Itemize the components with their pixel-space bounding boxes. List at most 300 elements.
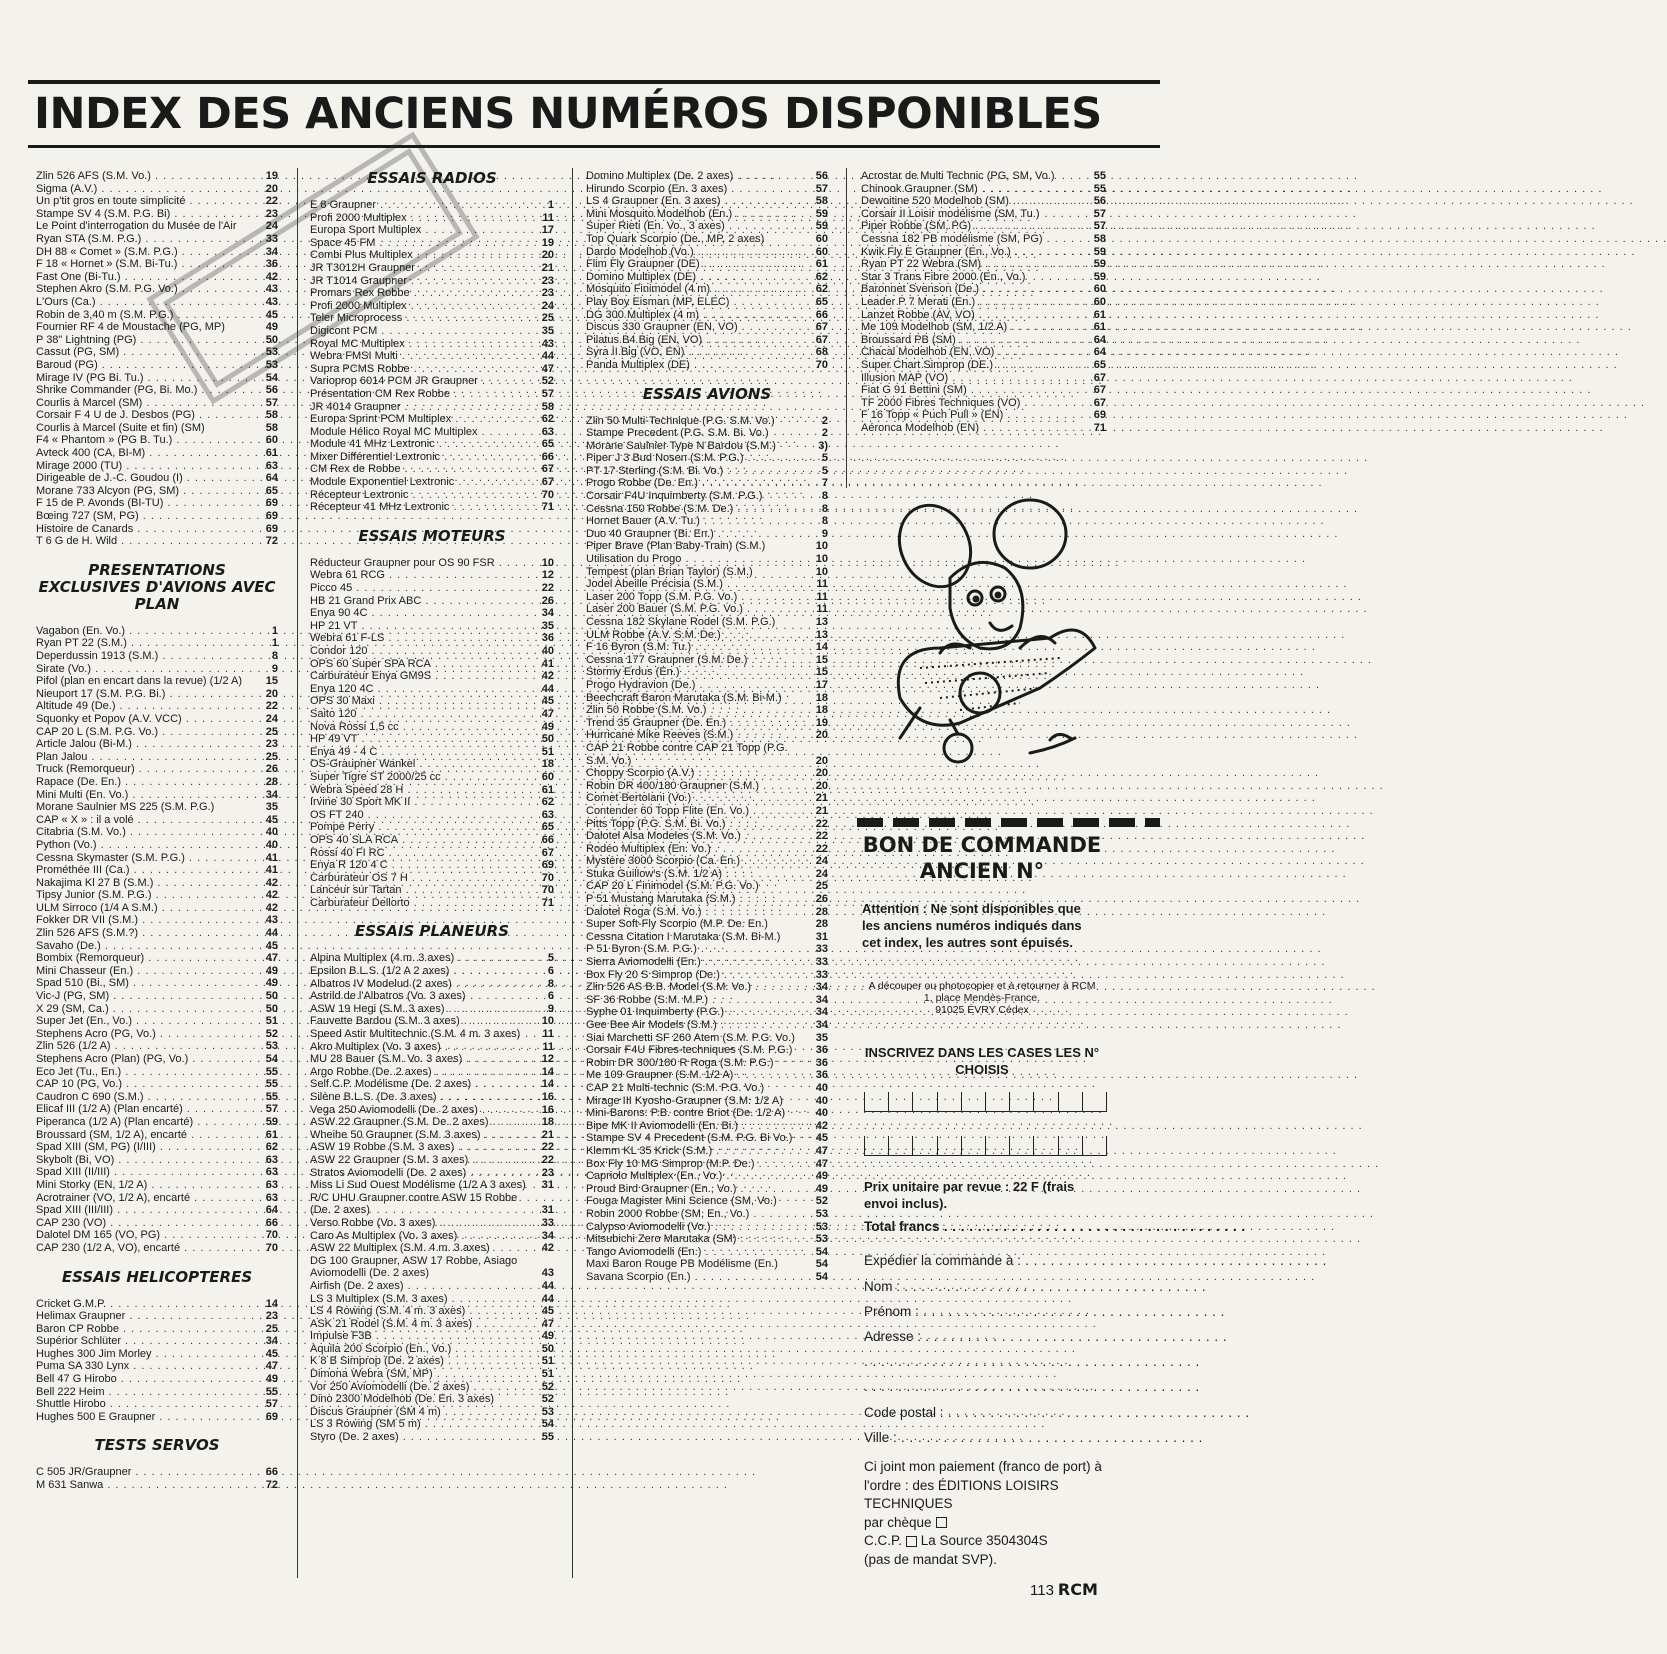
entry-title: Bombix (Remorqueur) . . . <box>36 952 250 965</box>
entry-issue-number: 17 <box>815 678 828 691</box>
entry-title: LS 3 Rowing (SM 5 m) . . . <box>310 1418 526 1431</box>
index-entry <box>586 477 828 490</box>
entry-title: LS 4 Graupner (En. 3 axes) . . . <box>586 195 800 208</box>
entry-issue-number: 49 <box>265 321 278 334</box>
index-entry <box>586 943 828 956</box>
ccp-checkbox[interactable] <box>906 1536 917 1547</box>
entry-title: Rapace (De. En.) . . . <box>36 776 250 789</box>
entry-issue-number: 50 <box>541 733 554 746</box>
entry-title: Récepteur 41 MHz Lextronic . . . <box>310 501 526 514</box>
index-entry <box>310 212 554 225</box>
entry-issue-number: 35 <box>815 1031 828 1044</box>
entry-issue-number: 12 <box>541 1053 554 1066</box>
index-entry <box>586 1271 828 1284</box>
entry-issue-number: 8 <box>821 502 828 515</box>
entry-title: Carburateur Enya GM9S . . . <box>310 670 526 683</box>
index-entry <box>310 758 554 771</box>
total-field[interactable] <box>864 1218 1109 1235</box>
entry-issue-number: 12 <box>541 569 554 582</box>
index-entry <box>310 658 554 671</box>
entry-title: Chacal Modelhob (EN, VO) . . . <box>861 346 1078 359</box>
entry-issue-number: 36 <box>815 1069 828 1082</box>
entry-title: Mini Mosquito Modelhob (En.) . . . <box>586 208 800 221</box>
address-field[interactable] <box>864 1328 1109 1345</box>
index-entry <box>36 1015 278 1028</box>
index-entry <box>310 338 554 351</box>
entry-issue-number: 33 <box>265 232 278 245</box>
address-line-blank[interactable]: . . . . . . . . . . . . . . . . . . . . . . . . . . . . . . . . . . . . . . . . <box>864 1379 1200 1394</box>
entry-title: Baron CP Robbe . . . <box>36 1323 250 1336</box>
entry-title: Mirage III Kyosho-Graupner (S.M. 1/2 A) <box>586 1094 783 1107</box>
entry-title: Savana Scorpio (En.) . . . <box>586 1271 800 1284</box>
index-entry <box>586 1221 828 1234</box>
index-entry <box>310 275 554 288</box>
entry-title: Sigma (A.V.) . . . <box>36 183 250 196</box>
entry-issue-number: 63 <box>541 808 554 821</box>
index-entry <box>586 994 828 1007</box>
entry-issue-number: 53 <box>265 1040 278 1053</box>
index-entry <box>586 258 828 271</box>
index-entry <box>310 300 554 313</box>
issue-number-boxes[interactable] <box>864 1136 1107 1156</box>
entry-title: Discus Graupner (SM 4 m) . . . <box>310 1406 526 1419</box>
index-entry <box>586 490 828 503</box>
entry-issue-number: 51 <box>265 1015 278 1028</box>
entry-issue-number: 25 <box>541 312 554 325</box>
index-entry <box>310 620 554 633</box>
entry-title: Ryan PT 22 Webra (SM) . . . <box>861 258 1078 271</box>
entry-title: Kwik Fly E Graupner (En., Vo.) . . . <box>861 246 1078 259</box>
entry-issue-number: 18 <box>815 704 828 717</box>
entry-issue-number: 53 <box>815 1207 828 1220</box>
index-entry <box>36 965 278 978</box>
index-entry <box>36 1310 278 1323</box>
entry-issue-number: 10 <box>815 565 828 578</box>
index-entry <box>310 501 554 514</box>
entry-title: Le Point d'interrogation du Musée de l'Air <box>36 220 237 233</box>
entry-title: Royal MC Multiplex . . . <box>310 338 526 351</box>
index-entry <box>36 625 278 638</box>
entry-issue-number: 20 <box>815 779 828 792</box>
index-entry <box>586 591 828 604</box>
index-entry <box>310 1418 554 1431</box>
index-entry <box>861 258 1106 271</box>
list-presentations <box>36 625 278 1255</box>
entry-title: Enya 90 4C . . . <box>310 607 526 620</box>
entry-title: Verso Robbe (Vo. 3 axes) . . . <box>310 1217 526 1230</box>
name-field[interactable] <box>864 1278 1109 1295</box>
entry-issue-number: 58 <box>1093 232 1106 245</box>
entry-title: Spad XIII (II/III) . . . <box>36 1166 250 1179</box>
entry-title: Bell 47 G Hirobo . . . <box>36 1373 250 1386</box>
entry-title: Piperanca (1/2 A) (Plan encarté) . . . <box>36 1116 250 1129</box>
entry-issue-number: 72 <box>265 535 278 548</box>
entry-issue-number: 54 <box>815 1245 828 1258</box>
entry-title: Star 3 Trans Fibre 2000 (En., Vo.) <box>861 270 1026 283</box>
entry-issue-number: 11 <box>542 1028 554 1041</box>
index-entry <box>310 1179 554 1192</box>
entry-issue-number: 23 <box>265 738 278 751</box>
index-entry <box>36 1028 278 1041</box>
index-entry <box>310 796 554 809</box>
entry-title: ASK 21 Rodel (S.M. 4 m. 3 axes) . . . <box>310 1318 526 1331</box>
payment-ccp <box>864 1532 1109 1551</box>
index-entry <box>36 952 278 965</box>
list-avions-continued <box>861 170 1106 434</box>
index-entry <box>310 859 554 872</box>
entry-issue-number: 20 <box>541 249 554 262</box>
index-entry <box>310 489 554 502</box>
cheque-checkbox[interactable] <box>936 1517 947 1528</box>
index-entry <box>36 283 278 296</box>
entry-title: Syra II Big (VO, EN) . . . <box>586 346 800 359</box>
entry-title: Stampe SV 4 Precedent (S.M. P.G. Bi Vo.) <box>586 1132 793 1145</box>
index-entry <box>310 670 554 683</box>
city-field[interactable] <box>864 1429 1109 1446</box>
index-column-4 <box>861 170 1106 434</box>
entry-issue-number: 71 <box>541 896 554 909</box>
entry-title: Duo 40 Graupner (Bi. En.) . . . <box>586 528 800 541</box>
entry-issue-number: 69 <box>265 497 278 510</box>
entry-title: Zlin 50 Multi-Technique (P.G. S.M. Vo.) <box>586 414 775 427</box>
entry-issue-number: 45 <box>265 813 278 826</box>
index-entry <box>861 246 1106 259</box>
entry-title: Hurricane Mike Reeves (S.M.) . . . <box>586 729 800 742</box>
entry-title: DG 300 Multiplex (4 m) . . . <box>586 309 800 322</box>
entry-issue-number: 34 <box>265 788 278 801</box>
entry-title: Lanceur sur Tartan . . . <box>310 884 526 897</box>
entry-issue-number: 57 <box>265 1103 278 1116</box>
index-entry <box>36 346 278 359</box>
order-address <box>862 980 1102 1016</box>
entry-issue-number: 57 <box>541 387 554 400</box>
entry-title: Dalotel DM 165 (VO, PG) . . . <box>36 1229 250 1242</box>
entry-title: Proud Bird Graupner (En., Vo.) . . . <box>586 1183 800 1196</box>
index-entry <box>310 438 554 451</box>
entry-title: Pitts Topp (P.G. S.M. Bi. Vo.) . . . <box>586 818 800 831</box>
index-entry <box>36 1242 278 1255</box>
postal-code-field[interactable] <box>864 1404 1109 1421</box>
index-entry <box>586 931 828 944</box>
index-entry <box>310 199 554 212</box>
entry-title: Ryan STA (S.M. P.G.) . . . <box>36 233 250 246</box>
entry-title: Box Fly 10 MG Simprop (M.P. De.) . . . <box>586 1158 800 1171</box>
entry-issue-number: 69 <box>265 510 278 523</box>
entry-issue-number: 23 <box>541 1166 554 1179</box>
payment-cheque <box>864 1514 1109 1533</box>
entry-title: Profi 2000 Multiplex . . . <box>310 300 526 313</box>
entry-title: Webra 61 RCG . . . <box>310 569 526 582</box>
entry-title: Cessna Citation I Marutaka (S.M. Bi-M.) <box>586 930 781 943</box>
entry-issue-number: 60 <box>1093 295 1106 308</box>
index-entry <box>36 637 278 650</box>
entry-title: Module Hélico Royal MC Multiplex . . . <box>310 426 526 439</box>
entry-issue-number: 21 <box>541 1128 554 1141</box>
entry-title: Savaho (De.) . . . <box>36 940 250 953</box>
entry-issue-number: 13 <box>815 616 828 628</box>
index-entry <box>36 864 278 877</box>
entry-title: Présentation CM Rex Robbe . . . <box>310 388 526 401</box>
entry-issue-number: 40 <box>815 1081 828 1094</box>
index-entry <box>586 679 828 692</box>
index-entry <box>310 1053 554 1066</box>
index-entry <box>586 1246 828 1259</box>
index-entry <box>861 359 1106 372</box>
index-entry <box>586 1145 828 1158</box>
entry-title: Dewoitine 520 Modelhob (SM) . . . <box>861 195 1078 208</box>
entry-title: Corsair F4U Fibres-techniques (S.M. P.G.) <box>586 1044 793 1057</box>
entry-issue-number: 40 <box>541 645 554 657</box>
entry-issue-number: 70 <box>541 884 554 897</box>
index-entry <box>586 1183 828 1196</box>
firstname-field[interactable] <box>864 1303 1109 1320</box>
entry-title: Laser 200 Topp (S.M. P.G. Vo.) . . . <box>586 591 800 604</box>
order-attention: Attention : Ne sont disponibles que les anciens numéros indiqués dans cet index, les autres sont épuisés. <box>862 901 1082 950</box>
entry-issue-number: 40 <box>265 826 278 839</box>
entry-issue-number: 25 <box>265 1322 278 1335</box>
index-entry <box>310 1091 554 1104</box>
index-entry <box>861 422 1106 435</box>
entry-issue-number: 43 <box>541 337 554 350</box>
entry-issue-number: 15 <box>815 666 828 679</box>
index-entry <box>586 1195 828 1208</box>
index-entry <box>310 1141 554 1154</box>
index-entry <box>36 170 278 183</box>
name-label: Nom : . . . <box>864 1279 1206 1294</box>
index-entry <box>586 566 828 579</box>
index-entry <box>36 460 278 473</box>
entry-issue-number: 61 <box>1093 308 1106 321</box>
entry-title: Trend 35 Graupner (De. En.) . . . <box>586 717 800 730</box>
index-entry <box>861 283 1106 296</box>
index-entry <box>310 1230 554 1243</box>
index-entry <box>310 965 554 978</box>
entry-title: Wheihe 50 Graupner (S.M. 3 axes) . . . <box>310 1129 526 1142</box>
index-entry <box>310 426 554 439</box>
entry-title: Pompe Perry . . . <box>310 821 526 834</box>
entry-title: Comet Bertolani (Vo.) . . . <box>586 792 800 805</box>
entry-issue-number: 36 <box>815 1044 828 1057</box>
entry-title: Zlin 526 (1/2 A) . . . <box>36 1040 250 1053</box>
index-entry <box>36 1373 278 1386</box>
entry-issue-number: 45 <box>265 308 278 321</box>
entry-issue-number: 56 <box>1093 195 1106 208</box>
index-entry <box>310 1129 554 1142</box>
entry-issue-number: 45 <box>265 1347 278 1360</box>
index-entry <box>586 1032 828 1045</box>
index-entry <box>861 397 1106 410</box>
entry-issue-number: 60 <box>1093 283 1106 296</box>
entry-title: Cessna 150 Robbe (S.M. De.) . . . <box>586 503 800 516</box>
index-entry <box>586 641 828 654</box>
index-entry <box>310 1280 554 1293</box>
postal-code-label: Code postal : . . . <box>864 1405 1250 1420</box>
entry-issue-number: 59 <box>265 1115 278 1128</box>
entry-issue-number: 51 <box>541 745 554 758</box>
index-entry <box>586 855 828 868</box>
index-entry <box>310 582 554 595</box>
entry-title: Vagabon (En. Vo.) . . . <box>36 625 250 638</box>
entry-issue-number: 55 <box>265 1385 278 1398</box>
index-entry <box>586 271 828 284</box>
index-entry <box>586 893 828 906</box>
entry-issue-number: 22 <box>265 700 278 713</box>
index-entry <box>36 422 278 435</box>
index-entry <box>586 334 828 347</box>
index-entry <box>310 224 554 237</box>
entry-title: Progo Robbe (De. En.) . . . <box>586 477 800 490</box>
entry-title: Spad XIII (III/III) . . . <box>36 1204 250 1217</box>
entry-title: Play Boy Eisman (MP, ELEC) . . . <box>586 296 800 309</box>
entry-title: Python (Vo.) . . . <box>36 839 250 852</box>
entry-issue-number: 53 <box>815 1220 828 1233</box>
index-entry <box>586 1208 828 1221</box>
entry-issue-number: 72 <box>265 1479 278 1492</box>
index-entry <box>36 990 278 1003</box>
entry-issue-number: 56 <box>265 384 278 397</box>
cheque-label: par chèque <box>864 1514 932 1530</box>
entry-issue-number: 44 <box>265 927 278 940</box>
index-entry <box>36 1466 278 1479</box>
entry-title: Caudron C 690 (S.M.) . . . <box>36 1091 250 1104</box>
entry-title: Mini Storky (EN, 1/2 A) . . . <box>36 1179 250 1192</box>
index-entry <box>861 208 1106 221</box>
index-entry <box>310 708 554 721</box>
entry-title: HP 21 VT . . . <box>310 620 526 633</box>
entry-issue-number: 19 <box>815 716 828 729</box>
entry-title: Digicont PCM . . . <box>310 325 526 338</box>
entry-title: Module Exponentiel Lextronic . . . <box>310 476 526 489</box>
entry-issue-number: 31 <box>541 1179 554 1192</box>
entry-issue-number: 40 <box>815 1094 828 1107</box>
index-column-3 <box>586 170 828 1283</box>
entry-issue-number: 22 <box>815 817 828 830</box>
entry-issue-number: 47 <box>265 952 278 965</box>
entry-title: Fauvette Bardou (S.M. 3 axes) . . . <box>310 1015 526 1028</box>
entry-title: Teler Microprocess . . . <box>310 312 526 325</box>
index-entry <box>310 1330 554 1343</box>
entry-title: Stampe SV 4 (S.M. P.G. Bi) . . . <box>36 208 250 221</box>
entry-title: Morane Saulnier Type N Bardou (S.M.) <box>586 439 776 452</box>
entry-title: Cessna 177 Graupner (S.M. De.) . . . <box>586 654 800 667</box>
index-entry <box>586 553 828 566</box>
entry-issue-number: 34 <box>815 1019 828 1031</box>
entry-title: Siai Marchetti SF 260 Atem (S.M. P.G. Vo.) <box>586 1031 795 1044</box>
index-entry <box>310 1305 554 1318</box>
entry-title: Profi 2000 Multiplex . . . <box>310 212 526 225</box>
index-entry <box>586 1258 828 1271</box>
entry-issue-number: 34 <box>541 607 554 620</box>
entry-title: Cricket G.M.P. . . . <box>36 1298 250 1311</box>
entry-title: Dardo Modelhob (Vo.) . . . <box>586 246 800 259</box>
entry-title: Laser 200 Bauer (S.M. P.G. Vo.) . . . <box>586 603 800 616</box>
entry-issue-number: 41 <box>265 864 278 877</box>
entry-title: OS FT 240 . . . <box>310 809 526 822</box>
entry-title: Plan Jalou . . . <box>36 751 250 764</box>
entry-issue-number: 45 <box>815 1132 828 1145</box>
entry-title: Broussard (SM, 1/2 A), encarté . . . <box>36 1129 250 1142</box>
index-entry <box>861 346 1106 359</box>
entry-title: Baroud (PG) . . . <box>36 359 250 372</box>
index-entry <box>861 334 1106 347</box>
index-entry <box>586 233 828 246</box>
index-entry <box>310 325 554 338</box>
entry-title: Airfish (De. 2 axes) . . . <box>310 1280 526 1293</box>
entry-title: Aquila 200 Scorpio (En., Vo.) . . . <box>310 1343 526 1356</box>
entry-title: Stuka Guillow's (S.M. 1/2 A) . . . <box>586 868 800 881</box>
index-entry <box>586 818 828 831</box>
entry-issue-number: 53 <box>541 1405 554 1418</box>
entry-title: Dalotel Roga (S.M. Vo.) . . . <box>586 906 800 919</box>
entry-title: Piper Brave (Plan Baby-Train) (S.M.) <box>586 540 766 553</box>
index-entry <box>36 1179 278 1192</box>
entry-title: Cessna 182 Skylane Rodel (S.M. P.G.) <box>586 616 776 628</box>
index-entry <box>310 1381 554 1394</box>
index-entry <box>310 695 554 708</box>
entry-title: Bipe MK II Aviomodelli (En. Bi.) . . . <box>586 1120 800 1133</box>
entry-title: Robin 2000 Robbe (SM, En., Vo.) . . . <box>586 1208 800 1221</box>
index-entry <box>586 359 828 372</box>
entry-issue-number: 14 <box>815 641 828 654</box>
entry-title: Alpina Multiplex (4 m. 3 axes) . . . <box>310 952 526 965</box>
entry-title: Piper Robbe (SM, PG) . . . <box>861 220 1078 233</box>
index-entry <box>586 1095 828 1108</box>
index-entry <box>36 1040 278 1053</box>
entry-title: Epsilon B.L.S. (1/2 A 2 axes) . . . <box>310 965 526 978</box>
entry-title: ASW 19 Hegi (S.M. 3 axes) . . . <box>310 1003 526 1016</box>
entry-title: Beechcraft Baron Marutaka (S.M. Bi-M.) <box>586 691 782 704</box>
index-entry <box>310 1154 554 1167</box>
mouse-pilot-cartoon <box>880 498 1100 790</box>
entry-issue-number: 16 <box>541 1103 554 1116</box>
entry-title: Citabria (S.M. Vo.) . . . <box>36 826 250 839</box>
issue-number-boxes[interactable] <box>864 1092 1107 1112</box>
entry-title: Aéronca Modelhob (EN) . . . <box>861 422 1078 435</box>
entry-issue-number: 35 <box>541 324 554 337</box>
entry-issue-number: 55 <box>541 1431 554 1444</box>
index-entry <box>310 834 554 847</box>
payment-section <box>864 1458 1109 1569</box>
ccp-label: C.C.P. <box>864 1533 903 1548</box>
entry-title: Nova Rossi 1,5 cc . . . <box>310 721 526 734</box>
entry-title: Webra Speed 28 H . . . <box>310 784 526 797</box>
index-entry <box>861 220 1106 233</box>
index-entry <box>586 780 828 793</box>
entry-issue-number: 67 <box>541 463 554 476</box>
entry-title: Robin DR 400/180 Graupner (S.M.) . . . <box>586 780 800 793</box>
entry-issue-number: 1 <box>271 624 278 637</box>
entry-title: Flim Fly Graupner (DE) . . . <box>586 258 800 271</box>
address-line-blank[interactable]: . . . . . . . . . . . . . . . . . . . . . . . . . . . . . . . . . . . . . . . . <box>864 1354 1200 1369</box>
index-entry <box>861 309 1106 322</box>
entry-issue-number: 53 <box>815 1233 828 1246</box>
index-entry <box>36 258 278 271</box>
entry-title: CAP 21 Robbe contre CAP 21 Topp (P.G. S.M. Vo.) <box>586 741 788 767</box>
index-entry <box>586 616 828 629</box>
entry-title: Carburateur OS 7 H . . . <box>310 872 526 885</box>
index-entry <box>310 1217 554 1230</box>
entry-issue-number: 22 <box>541 1153 554 1166</box>
index-entry <box>36 1323 278 1336</box>
entry-title: Irvine 30 Sport MK II . . . <box>310 796 526 809</box>
entry-issue-number: 14 <box>541 1065 554 1078</box>
entry-issue-number: 49 <box>265 977 278 990</box>
index-entry <box>586 1132 828 1145</box>
entry-title: JR T1014 Graupner . . . <box>310 275 526 288</box>
entry-issue-number: 57 <box>815 182 828 195</box>
entry-issue-number: 68 <box>815 346 828 359</box>
index-entry <box>310 1078 554 1091</box>
